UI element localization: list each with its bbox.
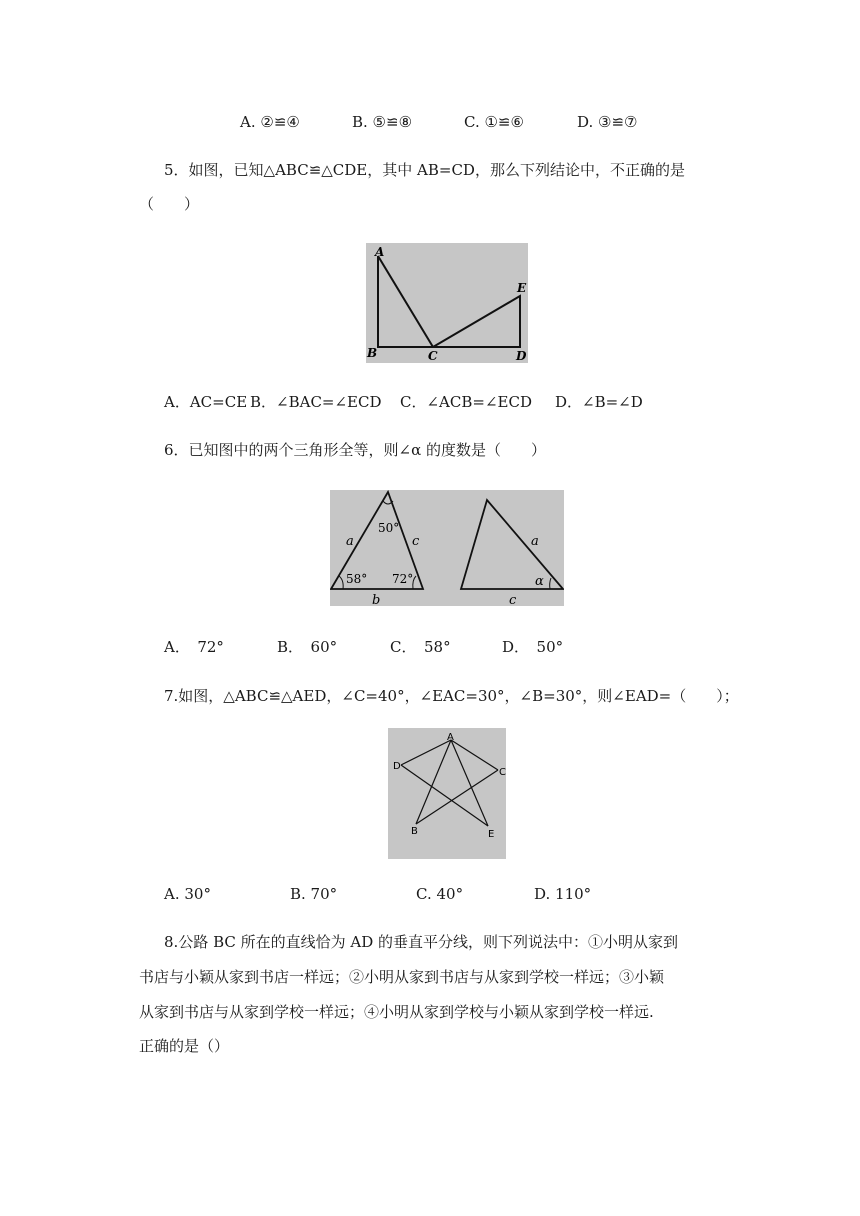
q7-option-d: D. 110° xyxy=(534,885,592,903)
q5-stem: 5．如图，已知△ABC≌△CDE，其中 AB=CD，那么下列结论中，不正确的是 xyxy=(164,161,685,179)
q6-label-side-c-right: c xyxy=(509,593,517,606)
q5-label-e: E xyxy=(517,281,527,295)
q5-figure xyxy=(366,243,528,363)
q5-option-b: B．∠BAC=∠ECD xyxy=(250,393,382,411)
q6-label-side-b: b xyxy=(372,593,381,606)
q4-option-d: D. ③≌⑦ xyxy=(577,113,638,131)
q6-figure xyxy=(330,490,564,606)
q6-label-side-c-left: c xyxy=(412,534,420,549)
q7-figure xyxy=(388,728,506,859)
q5-label-c: C xyxy=(428,349,438,363)
q4-option-a: A. ②≌④ xyxy=(240,113,300,131)
q5-label-b: B xyxy=(367,346,378,360)
q5-paren: （ ） xyxy=(139,195,200,213)
q6-option-a: A． 72° xyxy=(164,638,224,656)
q6-option-c: C． 58° xyxy=(390,638,451,656)
q7-option-b: B. 70° xyxy=(290,885,338,903)
q6-label-alpha: α xyxy=(535,574,544,589)
q6-label-angle-left: 58° xyxy=(346,572,368,586)
q6-label-angle-top: 50° xyxy=(378,521,400,535)
q8-line-1: 8.公路 BC 所在的直线恰为 AD 的垂直平分线，则下列说法中：①小明从家到 xyxy=(164,933,679,951)
q7-option-a: A. 30° xyxy=(164,885,211,903)
q7-label-a: A xyxy=(447,732,454,743)
q6-label-side-a-left: a xyxy=(346,534,354,549)
q4-option-c: C. ①≌⑥ xyxy=(464,113,524,131)
q7-label-d: D xyxy=(393,761,401,772)
q5-label-d: D xyxy=(516,349,527,363)
q5-option-c: C．∠ACB=∠ECD xyxy=(400,393,532,411)
q7-label-b: B xyxy=(411,826,418,837)
q5-option-d: D．∠B=∠D xyxy=(555,393,643,411)
q8-line-4: 正确的是（） xyxy=(139,1037,230,1055)
q6-label-side-a-right: a xyxy=(531,534,539,549)
q8-line-3: 从家到书店与从家到学校一样远；④小明从家到学校与小颖从家到学校一样远. xyxy=(139,1003,654,1021)
q6-label-angle-right: 72° xyxy=(392,572,414,586)
q7-option-c: C. 40° xyxy=(416,885,464,903)
q5-option-a: A．AC=CE xyxy=(164,393,248,411)
q5-label-a: A xyxy=(375,245,385,259)
q7-label-c: C xyxy=(499,767,506,778)
q6-option-d: D． 50° xyxy=(502,638,564,656)
q7-stem: 7.如图，△ABC≌△AED，∠C=40°，∠EAC=30°，∠B=30°，则∠EAD=（ ）； xyxy=(164,687,739,705)
q7-label-e: E xyxy=(488,829,495,840)
q4-option-b: B. ⑤≌⑧ xyxy=(352,113,413,131)
q6-stem: 6．已知图中的两个三角形全等，则∠α 的度数是（ ） xyxy=(164,441,547,459)
q8-line-2: 书店与小颖从家到书店一样远；②小明从家到书店与从家到学校一样远；③小颖 xyxy=(139,968,665,986)
q6-option-b: B． 60° xyxy=(277,638,338,656)
